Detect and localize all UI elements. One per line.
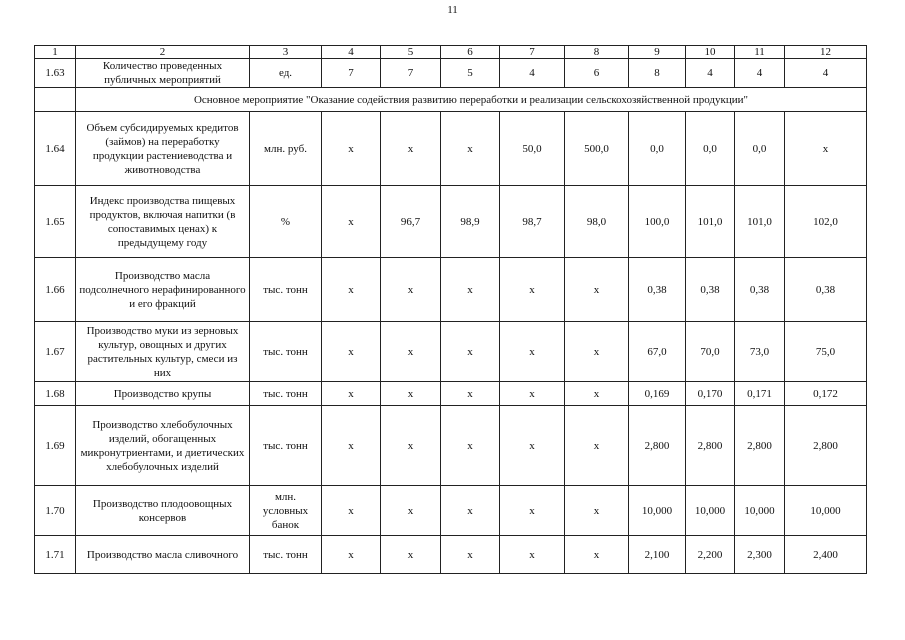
value-cell: 2,100 xyxy=(629,536,686,574)
value-cell: x xyxy=(322,536,381,574)
table-row xyxy=(35,258,867,322)
value-cell: x xyxy=(500,382,565,406)
column-header: 12 xyxy=(785,46,867,59)
column-header: 11 xyxy=(735,46,785,59)
value-cell: x xyxy=(565,322,629,382)
indicator-name: Производство масла сливочного xyxy=(76,536,250,574)
indicators-table xyxy=(34,45,867,574)
value-cell: 8 xyxy=(629,59,686,88)
value-cell: x xyxy=(565,382,629,406)
table-row xyxy=(35,382,867,406)
indicator-name: Индекс производства пищевых продуктов, включая напитки (в сопоставимых ценах) к предыдущему году xyxy=(76,186,250,258)
section-row xyxy=(35,88,867,112)
column-header: 4 xyxy=(322,46,381,59)
value-cell: x xyxy=(381,406,441,486)
value-cell: x xyxy=(441,322,500,382)
value-cell: 0,0 xyxy=(629,112,686,186)
value-cell: x xyxy=(441,258,500,322)
value-cell: 0,171 xyxy=(735,382,785,406)
value-cell: x xyxy=(500,258,565,322)
unit-cell: тыс. тонн xyxy=(250,322,322,382)
value-cell: x xyxy=(565,486,629,536)
indicator-name: Производство крупы xyxy=(76,382,250,406)
value-cell: 98,0 xyxy=(565,186,629,258)
value-cell: 100,0 xyxy=(629,186,686,258)
value-cell: x xyxy=(785,112,867,186)
value-cell: 0,38 xyxy=(686,258,735,322)
unit-cell: % xyxy=(250,186,322,258)
value-cell: x xyxy=(322,382,381,406)
value-cell: x xyxy=(322,112,381,186)
value-cell: 2,300 xyxy=(735,536,785,574)
value-cell: 10,000 xyxy=(629,486,686,536)
value-cell: x xyxy=(565,406,629,486)
value-cell: x xyxy=(322,258,381,322)
value-cell: 102,0 xyxy=(785,186,867,258)
row-number: 1.71 xyxy=(35,536,76,574)
row-number: 1.63 xyxy=(35,59,76,88)
value-cell: 7 xyxy=(381,59,441,88)
indicator-name: Производство масла подсолнечного нерафинированного и его фракций xyxy=(76,258,250,322)
value-cell: 6 xyxy=(565,59,629,88)
value-cell: x xyxy=(565,258,629,322)
value-cell: 50,0 xyxy=(500,112,565,186)
value-cell: x xyxy=(441,536,500,574)
row-number: 1.70 xyxy=(35,486,76,536)
unit-cell: тыс. тонн xyxy=(250,536,322,574)
value-cell: 10,000 xyxy=(735,486,785,536)
row-number xyxy=(35,88,76,112)
value-cell: x xyxy=(322,322,381,382)
value-cell: x xyxy=(441,112,500,186)
unit-cell: млн. условных банок xyxy=(250,486,322,536)
value-cell: 10,000 xyxy=(686,486,735,536)
value-cell: 4 xyxy=(686,59,735,88)
table-row xyxy=(35,186,867,258)
column-number-row xyxy=(35,46,867,59)
value-cell: x xyxy=(441,406,500,486)
value-cell: x xyxy=(322,486,381,536)
value-cell: x xyxy=(381,112,441,186)
column-header: 2 xyxy=(76,46,250,59)
value-cell: 4 xyxy=(735,59,785,88)
row-number: 1.66 xyxy=(35,258,76,322)
table-row xyxy=(35,59,867,88)
value-cell: 101,0 xyxy=(735,186,785,258)
unit-cell: тыс. тонн xyxy=(250,406,322,486)
column-header: 1 xyxy=(35,46,76,59)
column-header: 6 xyxy=(441,46,500,59)
value-cell: 70,0 xyxy=(686,322,735,382)
value-cell: x xyxy=(441,486,500,536)
value-cell: 7 xyxy=(322,59,381,88)
value-cell: x xyxy=(381,258,441,322)
value-cell: 0,0 xyxy=(686,112,735,186)
column-header: 7 xyxy=(500,46,565,59)
row-number: 1.64 xyxy=(35,112,76,186)
value-cell: x xyxy=(381,536,441,574)
table-row xyxy=(35,322,867,382)
value-cell: 4 xyxy=(785,59,867,88)
value-cell: 2,800 xyxy=(629,406,686,486)
unit-cell: тыс. тонн xyxy=(250,258,322,322)
value-cell: x xyxy=(565,536,629,574)
value-cell: 73,0 xyxy=(735,322,785,382)
page-number: 11 xyxy=(447,4,458,16)
value-cell: x xyxy=(441,382,500,406)
value-cell: x xyxy=(500,486,565,536)
value-cell: 67,0 xyxy=(629,322,686,382)
value-cell: 0,169 xyxy=(629,382,686,406)
value-cell: 500,0 xyxy=(565,112,629,186)
value-cell: 2,200 xyxy=(686,536,735,574)
value-cell: 0,38 xyxy=(735,258,785,322)
value-cell: 4 xyxy=(500,59,565,88)
value-cell: 2,800 xyxy=(785,406,867,486)
unit-cell: млн. руб. xyxy=(250,112,322,186)
table-row xyxy=(35,486,867,536)
row-number: 1.68 xyxy=(35,382,76,406)
value-cell: 2,400 xyxy=(785,536,867,574)
indicator-name: Объем субсидируемых кредитов (займов) на переработку продукции растениеводства и животноводства xyxy=(76,112,250,186)
value-cell: 101,0 xyxy=(686,186,735,258)
value-cell: x xyxy=(322,406,381,486)
unit-cell: ед. xyxy=(250,59,322,88)
value-cell: x xyxy=(322,186,381,258)
value-cell: x xyxy=(500,322,565,382)
column-header: 8 xyxy=(565,46,629,59)
row-number: 1.65 xyxy=(35,186,76,258)
value-cell: 96,7 xyxy=(381,186,441,258)
row-number: 1.69 xyxy=(35,406,76,486)
value-cell: x xyxy=(500,536,565,574)
value-cell: 0,38 xyxy=(629,258,686,322)
value-cell: 2,800 xyxy=(735,406,785,486)
row-number: 1.67 xyxy=(35,322,76,382)
value-cell: x xyxy=(500,406,565,486)
value-cell: 98,9 xyxy=(441,186,500,258)
table-row xyxy=(35,112,867,186)
value-cell: x xyxy=(381,486,441,536)
value-cell: x xyxy=(381,322,441,382)
column-header: 9 xyxy=(629,46,686,59)
indicator-name: Производство хлебобулочных изделий, обогащенных микронутриентами, и диетических хлебобулочных изделий xyxy=(76,406,250,486)
indicator-name: Производство муки из зерновых культур, овощных и других растительных культур, смеси из них xyxy=(76,322,250,382)
value-cell: 10,000 xyxy=(785,486,867,536)
value-cell: 0,38 xyxy=(785,258,867,322)
indicator-name: Количество проведенных публичных мероприятий xyxy=(76,59,250,88)
value-cell: 0,0 xyxy=(735,112,785,186)
value-cell: 0,172 xyxy=(785,382,867,406)
value-cell: 5 xyxy=(441,59,500,88)
value-cell: 2,800 xyxy=(686,406,735,486)
column-header: 3 xyxy=(250,46,322,59)
column-header: 5 xyxy=(381,46,441,59)
value-cell: 75,0 xyxy=(785,322,867,382)
unit-cell: тыс. тонн xyxy=(250,382,322,406)
value-cell: 0,170 xyxy=(686,382,735,406)
table-row xyxy=(35,536,867,574)
table-row xyxy=(35,406,867,486)
section-title: Основное мероприятие "Оказание содействия развитию переработки и реализации сельскохозяйственной продукции" xyxy=(76,88,867,112)
indicator-name: Производство плодоовощных консервов xyxy=(76,486,250,536)
column-header: 10 xyxy=(686,46,735,59)
value-cell: 98,7 xyxy=(500,186,565,258)
value-cell: x xyxy=(381,382,441,406)
